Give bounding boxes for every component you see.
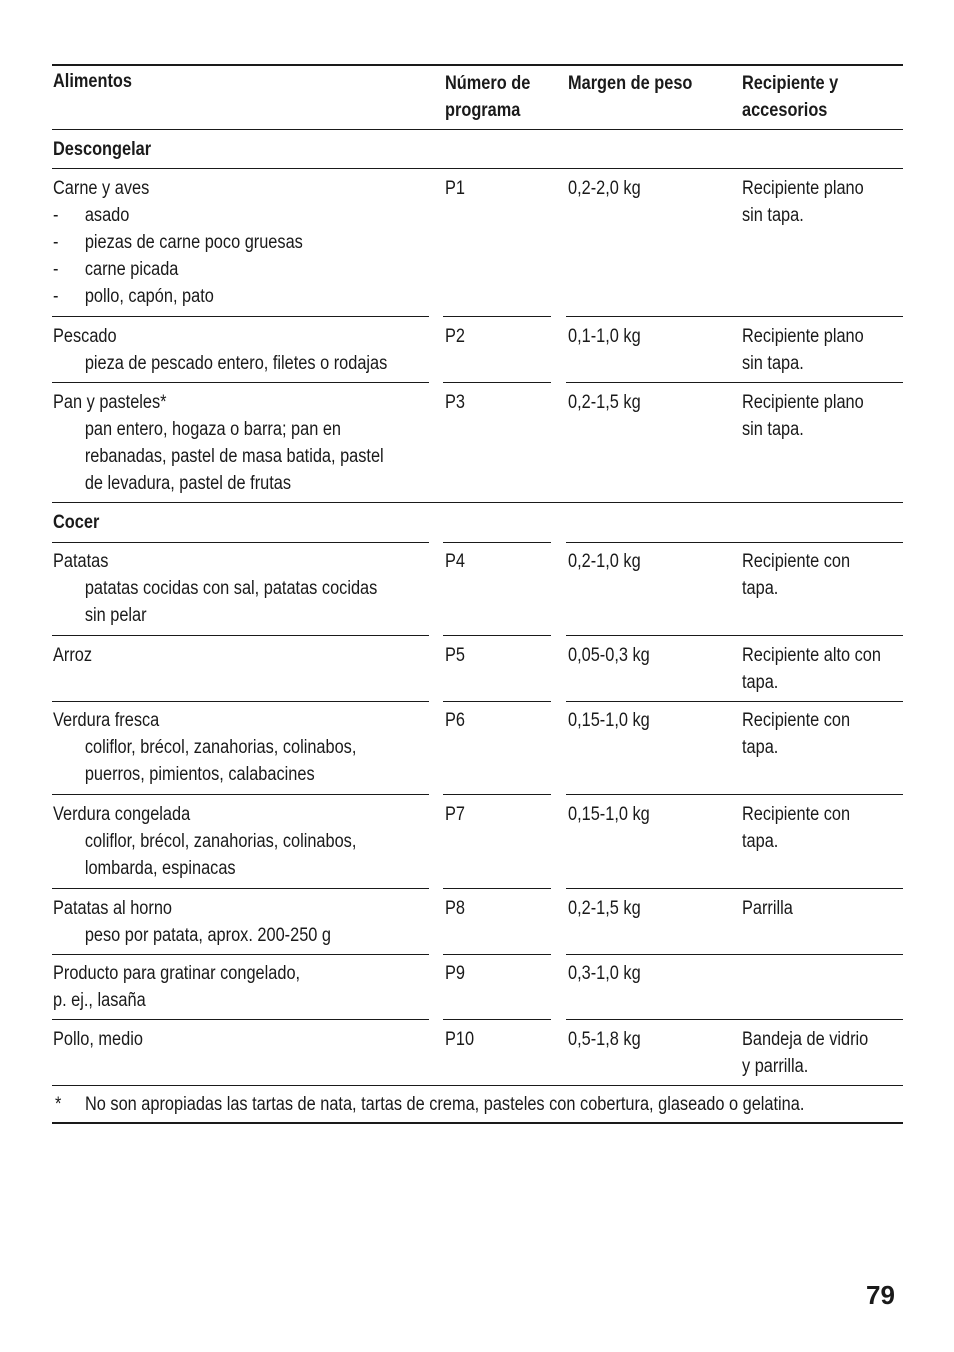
row-rule [52, 502, 903, 503]
row-container: Recipiente plano sin tapa. [742, 326, 864, 374]
row-weight: 0,2-1,5 kg [568, 898, 641, 919]
row-rule [443, 635, 551, 636]
row-program: P5 [445, 645, 465, 666]
row-program: P9 [445, 963, 465, 984]
row-weight: 0,5-1,8 kg [568, 1029, 641, 1050]
row-rule [52, 954, 429, 955]
row-food: Verdura fresca coliflor, brécol, zanahorias, colinabos, puerros, pimientos, calabacines [53, 710, 357, 785]
row-container: Recipiente con tapa. [742, 804, 851, 852]
row-weight: 0,15-1,0 kg [568, 804, 650, 825]
row-program: P7 [445, 804, 465, 825]
row-rule [52, 316, 429, 317]
row-container: Bandeja de vidrio y parrilla. [742, 1029, 869, 1077]
row-program: P3 [445, 392, 465, 413]
header-container: Recipiente y accesorios [742, 73, 839, 121]
row-program: P1 [445, 178, 465, 199]
footnote-text: No son apropiadas las tartas de nata, tartas de crema, pasteles con cobertura, glaseado o gelatina. [85, 1094, 805, 1115]
row-weight: 0,3-1,0 kg [568, 963, 641, 984]
row-rule [566, 888, 903, 889]
row-rule [566, 1019, 903, 1020]
row-rule [52, 382, 429, 383]
row-rule [566, 382, 903, 383]
row-container: Parrilla [742, 898, 793, 919]
row-program: P8 [445, 898, 465, 919]
row-rule [566, 635, 903, 636]
row-rule [566, 542, 903, 543]
row-program: P2 [445, 326, 465, 347]
row-weight: 0,05-0,3 kg [568, 645, 650, 666]
row-rule [443, 1019, 551, 1020]
row-rule [443, 542, 551, 543]
row-food: Producto para gratinar congelado, p. ej., lasaña [53, 963, 301, 1011]
page-number: 79 [866, 1280, 895, 1310]
row-container: Recipiente plano sin tapa. [742, 392, 864, 440]
row-rule [52, 1019, 429, 1020]
row-food: Arroz [53, 645, 93, 666]
row-rule [443, 316, 551, 317]
row-weight: 0,15-1,0 kg [568, 710, 650, 731]
row-program: P10 [445, 1029, 475, 1050]
row-rule [52, 1085, 903, 1086]
row-rule [443, 794, 551, 795]
table-bottom-rule [52, 1122, 903, 1124]
row-weight: 0,2-1,0 kg [568, 551, 641, 572]
row-weight: 0,1-1,0 kg [568, 326, 641, 347]
row-rule [443, 954, 551, 955]
row-food: Carne y aves - asado - piezas de carne poco gruesas - carne picada - pollo, capón, pato [53, 178, 303, 307]
section-cook: Cocer [53, 512, 100, 533]
header-food: Alimentos [53, 71, 132, 92]
row-rule [566, 316, 903, 317]
row-food: Pan y pasteles* pan entero, hogaza o barra; pan en rebanadas, pastel de masa batida, pastel de levadura, pastel de frutas [53, 392, 384, 494]
header-weight: Margen de peso [568, 73, 693, 94]
row-container: Recipiente alto con tapa. [742, 645, 881, 693]
row-weight: 0,2-2,0 kg [568, 178, 641, 199]
table-top-rule [52, 64, 903, 66]
row-rule [52, 888, 429, 889]
row-program: P6 [445, 710, 465, 731]
footnote-mark: * [55, 1094, 62, 1115]
row-food: Verdura congelada coliflor, brécol, zanahorias, colinabos, lombarda, espinacas [53, 804, 357, 879]
row-weight: 0,2-1,5 kg [568, 392, 641, 413]
row-food: Pescado pieza de pescado entero, filetes o rodajas [53, 326, 388, 374]
row-rule [566, 794, 903, 795]
row-rule [52, 542, 429, 543]
row-container: Recipiente plano sin tapa. [742, 178, 864, 226]
row-food: Patatas al horno peso por patata, aprox. 200-250 g [53, 898, 332, 946]
row-rule [52, 635, 429, 636]
row-program: P4 [445, 551, 465, 572]
row-rule [566, 954, 903, 955]
row-rule [443, 888, 551, 889]
row-rule [52, 168, 903, 169]
header-rule [52, 129, 903, 130]
row-food: Pollo, medio [53, 1029, 143, 1050]
row-food: Patatas patatas cocidas con sal, patatas cocidas sin pelar [53, 551, 378, 626]
row-container: Recipiente con tapa. [742, 710, 851, 758]
row-rule [52, 794, 429, 795]
section-defrost: Descongelar [53, 139, 152, 160]
row-rule [566, 701, 903, 702]
row-rule [443, 382, 551, 383]
row-rule [52, 701, 429, 702]
header-program: Número de programa [445, 73, 531, 121]
row-container: Recipiente con tapa. [742, 551, 851, 599]
row-rule [443, 701, 551, 702]
